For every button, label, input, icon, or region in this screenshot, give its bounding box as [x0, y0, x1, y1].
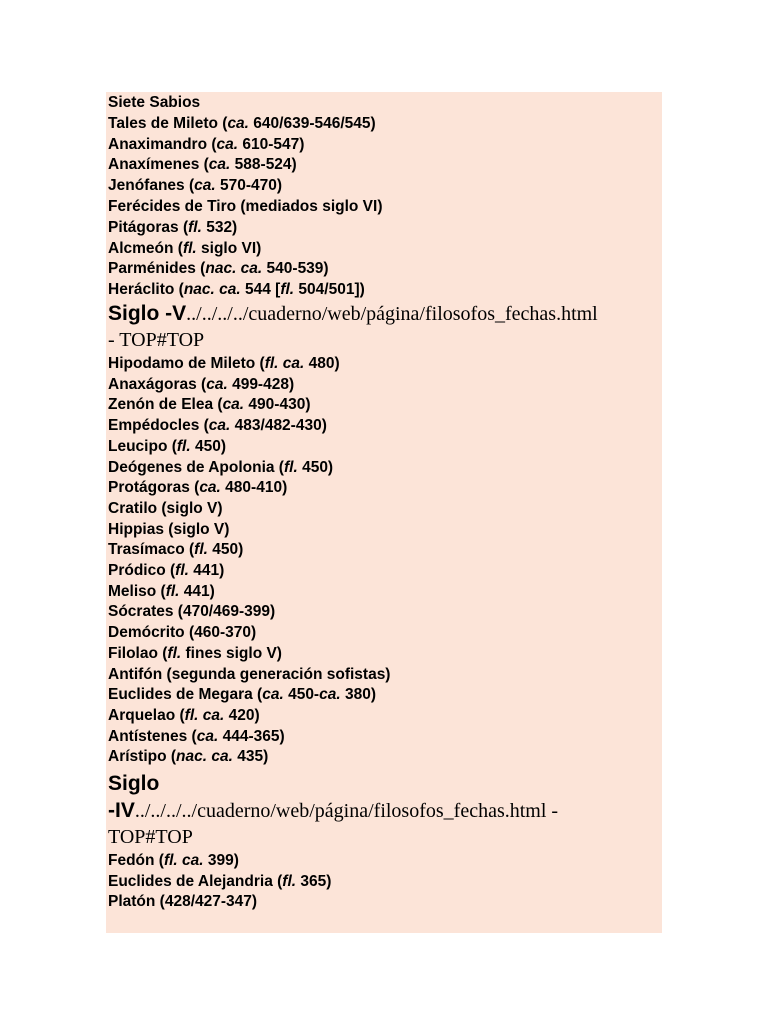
- entry-text: 490-430): [244, 396, 311, 414]
- entry-line: [108, 892, 257, 911]
- entry-line: [108, 747, 268, 766]
- entry-line: [108, 280, 365, 299]
- entry-qualifier: fl.: [194, 541, 208, 559]
- entry-line: [108, 872, 331, 891]
- entry-text: 480): [304, 355, 340, 372]
- entry-qualifier: fl. ca.: [163, 852, 204, 869]
- entry-text: 588-524): [230, 156, 297, 174]
- entry-line: [108, 685, 376, 704]
- entry-qualifier: fl.: [280, 281, 295, 299]
- entry-qualifier: nac. ca.: [176, 748, 233, 766]
- entry-line: [108, 851, 239, 870]
- entry-text: Hipodamo de Mileto (: [108, 355, 265, 372]
- entry-text: Antístenes (: [108, 727, 197, 745]
- entry-text: Siete Sabios: [108, 94, 201, 111]
- entry-text: siglo VI): [196, 239, 262, 257]
- entry-line: [108, 602, 275, 621]
- entry-text: Pródico (: [108, 562, 176, 579]
- entry-qualifier: ca.: [319, 686, 341, 704]
- heading-siglo-v: [108, 302, 598, 326]
- entry-text: fines siglo V): [181, 644, 282, 662]
- entry-qualifier: fl. ca.: [264, 355, 305, 372]
- entry-text: Protágoras (: [108, 479, 200, 497]
- entry-line: [108, 644, 282, 663]
- entry-text: Tales de Mileto (: [108, 114, 228, 132]
- entry-line: [108, 727, 285, 746]
- entry-text: 544 [: [240, 281, 281, 299]
- entry-text: 570-470): [215, 177, 283, 195]
- entry-text: 640/639-546/545): [249, 114, 376, 132]
- entry-qualifier: ca.: [222, 396, 245, 414]
- entry-line: [108, 437, 226, 456]
- entry-qualifier: nac. ca.: [205, 260, 263, 278]
- entry-qualifier: fl.: [176, 437, 191, 455]
- entry-text: 540-539): [262, 260, 329, 278]
- entry-line: [108, 135, 304, 154]
- entry-text: 441): [188, 562, 225, 579]
- entry-qualifier: fl.: [188, 218, 202, 236]
- entry-qualifier: ca.: [208, 156, 231, 174]
- entry-line: [108, 416, 327, 435]
- heading-siglo-v-link[interactable]: ../../../../cuaderno/web/página/filosofos_fechas.html: [186, 303, 598, 325]
- entry-text: 441): [179, 582, 215, 600]
- entry-qualifier: fl.: [175, 562, 189, 579]
- entry-qualifier: ca.: [194, 177, 216, 195]
- entry-text: Pitágoras (: [108, 218, 189, 236]
- entry-line: [108, 114, 376, 133]
- entry-qualifier: ca.: [208, 417, 231, 435]
- heading-siglo-v-top[interactable]: [108, 329, 204, 352]
- entry-qualifier: fl.: [283, 458, 298, 476]
- entry-qualifier: fl.: [182, 239, 197, 257]
- entry-line: [108, 375, 294, 394]
- entry-line: [108, 458, 333, 477]
- entry-qualifier: nac. ca.: [183, 281, 241, 299]
- entry-text: Sócrates (470/469-399): [108, 603, 276, 621]
- entry-text: Trasímaco (: [108, 541, 195, 559]
- entry-text: 504/501]): [294, 281, 365, 299]
- entry-text: Heráclito (: [108, 281, 184, 299]
- entry-line: [108, 706, 260, 725]
- entry-text: Euclides de Alejandria (: [108, 872, 283, 890]
- entry-line: [108, 623, 256, 642]
- entry-text: Ferécides de Tiro (mediados siglo VI): [108, 198, 383, 215]
- heading-siglo-iv-title: -IV: [108, 799, 135, 822]
- document-panel: [106, 92, 662, 933]
- heading-siglo-iv-top-link[interactable]: TOP#TOP: [108, 826, 193, 848]
- entry-text: 483/482-430): [230, 417, 327, 435]
- entry-qualifier: fl.: [167, 644, 182, 662]
- entry-line: [108, 561, 224, 580]
- entry-qualifier: fl. ca.: [184, 706, 225, 724]
- entry-qualifier: fl.: [282, 872, 297, 890]
- entry-line: [108, 259, 329, 278]
- entry-text: Parménides (: [108, 260, 206, 278]
- entry-text: Meliso (: [108, 582, 166, 600]
- entry-text: Leucipo (: [108, 437, 177, 455]
- heading-siglo-iv-link[interactable]: ../../../../cuaderno/web/página/filosofos_fechas.html -: [134, 800, 559, 822]
- entry-text: Arquelao (: [108, 706, 185, 724]
- entry-text: Filolao (: [108, 644, 168, 662]
- entry-text: Anaximandro (: [108, 135, 217, 153]
- entry-text: 399): [203, 852, 239, 869]
- entry-qualifier: ca.: [196, 727, 219, 745]
- entry-qualifier: fl.: [165, 582, 180, 600]
- heading-siglo-iv-word: Siglo: [108, 772, 160, 795]
- entry-text: Cratilo (siglo V): [108, 499, 223, 517]
- entry-qualifier: ca.: [227, 114, 249, 132]
- entry-text: 450): [297, 458, 334, 476]
- entry-text: 450): [190, 437, 227, 455]
- entry-text: 532): [201, 218, 238, 236]
- entry-line: [108, 218, 237, 237]
- entry-text: Antifón (segunda generación sofistas): [108, 665, 391, 683]
- entry-line: [108, 354, 340, 373]
- entry-text: Jenófanes (: [108, 177, 195, 195]
- entry-text: Fedón (: [108, 852, 164, 869]
- heading-siglo-iv-top[interactable]: [108, 826, 193, 849]
- entry-text: Anaxímenes (: [108, 156, 209, 174]
- entry-text: Deógenes de Apolonia (: [108, 458, 284, 476]
- entry-text: 610-547): [238, 135, 305, 153]
- entry-text: Alcmeón (: [108, 239, 183, 257]
- entry-line: [108, 176, 282, 195]
- entry-qualifier: ca.: [199, 479, 221, 497]
- entry-line: [108, 239, 261, 258]
- entry-text: 435): [232, 748, 269, 766]
- entry-line: [108, 520, 229, 539]
- entry-text: Demócrito (460-370): [108, 624, 257, 642]
- entry-line: [108, 197, 382, 216]
- entry-text: Empédocles (: [108, 417, 209, 435]
- entry-text: 480-410): [220, 479, 288, 497]
- entry-qualifier: ca.: [262, 686, 284, 704]
- entry-text: Platón (428/427-347): [108, 893, 258, 911]
- entry-text: 444-365): [218, 727, 285, 745]
- entry-line: [108, 93, 200, 112]
- entry-text: Euclides de Megara (: [108, 686, 263, 704]
- entry-text: 499-428): [227, 375, 295, 393]
- heading-siglo-iv-line1: [108, 772, 159, 796]
- entry-line: [108, 499, 223, 518]
- entry-qualifier: ca.: [206, 375, 228, 393]
- entry-line: [108, 665, 390, 684]
- heading-siglo-v-title: Siglo -V: [108, 302, 187, 325]
- entry-line: [108, 582, 215, 601]
- entry-text: 420): [224, 706, 260, 724]
- entry-text: 450-: [283, 686, 320, 704]
- entry-text: Hippias (siglo V): [108, 520, 230, 538]
- entry-line: [108, 540, 243, 559]
- entry-qualifier: ca.: [216, 135, 239, 153]
- entry-text: 380): [340, 686, 377, 704]
- entry-text: Arístipo (: [108, 748, 177, 766]
- entry-text: Zenón de Elea (: [108, 396, 223, 414]
- entry-line: [108, 395, 310, 414]
- entry-text: 365): [296, 872, 332, 890]
- heading-siglo-v-top-link[interactable]: - TOP#TOP: [108, 329, 205, 351]
- entry-line: [108, 478, 287, 497]
- entry-text: 450): [207, 541, 244, 559]
- entry-line: [108, 155, 297, 174]
- entry-text: Anaxágoras (: [108, 375, 207, 393]
- heading-siglo-iv: [108, 799, 558, 823]
